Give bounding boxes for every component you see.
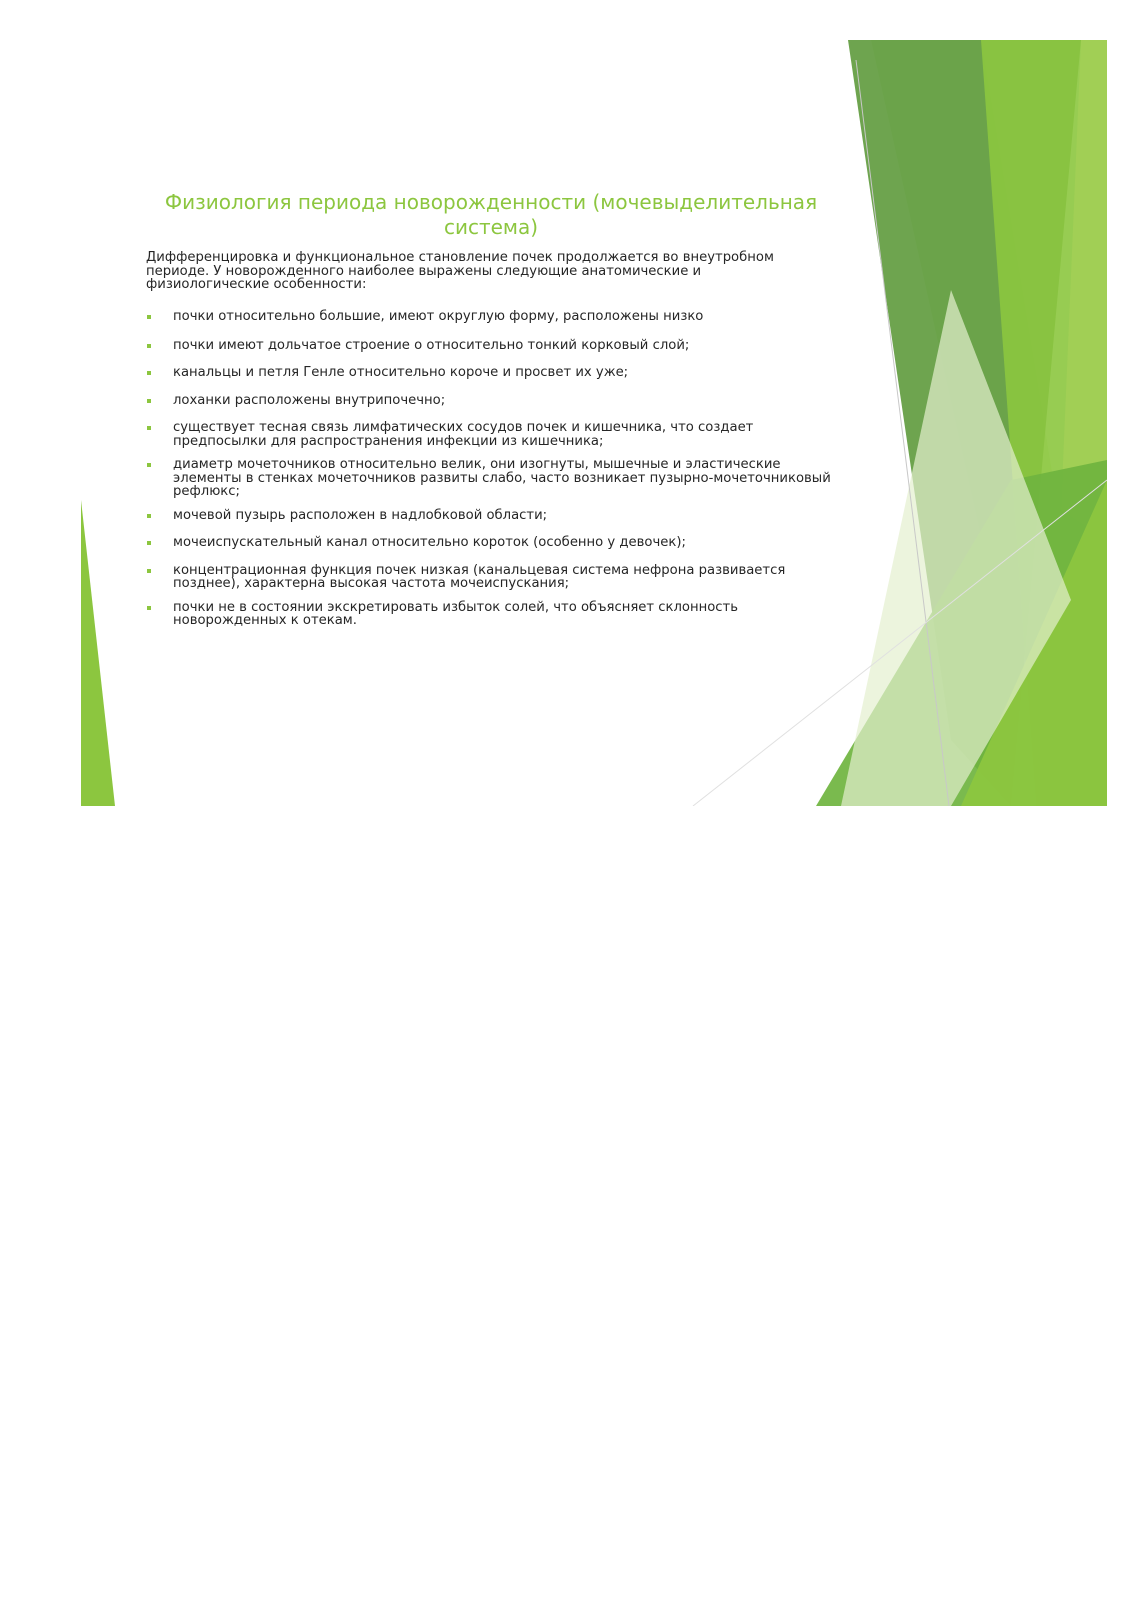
left-green-triangle [81,500,115,806]
bullet-square-icon [147,399,151,403]
list-item: мочевой пузырь расположен в надлобковой области; [146,509,846,523]
list-item: диаметр мочеточников относительно велик, они изогнуты, мышечные и эластические элементы в стенках мочеточников развиты слабо, часто возникает пузырно-мочеточниковый рефлюкс; [146,458,846,499]
list-item: почки не в состоянии экскретировать избыток солей, что объясняет склонность новорожденных к отекам. [146,601,846,628]
list-item: мочеиспускательный канал относительно короток (особенно у девочек); [146,536,846,550]
bullet-square-icon [147,541,151,545]
bullet-square-icon [147,514,151,518]
bullet-square-icon [147,371,151,375]
list-item: лоханки расположены внутрипочечно; [146,394,846,408]
bullet-square-icon [147,426,151,430]
list-item: существует тесная связь лимфатических сосудов почек и кишечника, что создает предпосылки для распространения инфекции из кишечника; [146,421,846,448]
list-item: концентрационная функция почек низкая (канальцевая система нефрона развивается позднее), характерна высокая частота мочеиспускания; [146,564,846,591]
bullet-square-icon [147,569,151,573]
bullet-square-icon [147,344,151,348]
list-item: почки имеют дольчатое строение о относительно тонкий корковый слой; [146,339,846,353]
bullet-square-icon [147,463,151,467]
slide-title: Физиология периода новорожденности (мочевыделительная система) [164,190,818,239]
bullet-square-icon [147,606,151,610]
bullet-list [146,310,846,628]
bullet-square-icon [147,315,151,319]
intro-paragraph: Дифференцировка и функциональное становление почек продолжается во внеутробном периоде. У новорожденного наиболее выражены следующие анатомические и физиологические особенности: [146,250,774,292]
slide [81,40,1107,806]
list-item: канальцы и петля Генле относительно короче и просвет их уже; [146,366,846,380]
list-item: почки относительно большие, имеют округлую форму, расположены низко [146,310,846,324]
